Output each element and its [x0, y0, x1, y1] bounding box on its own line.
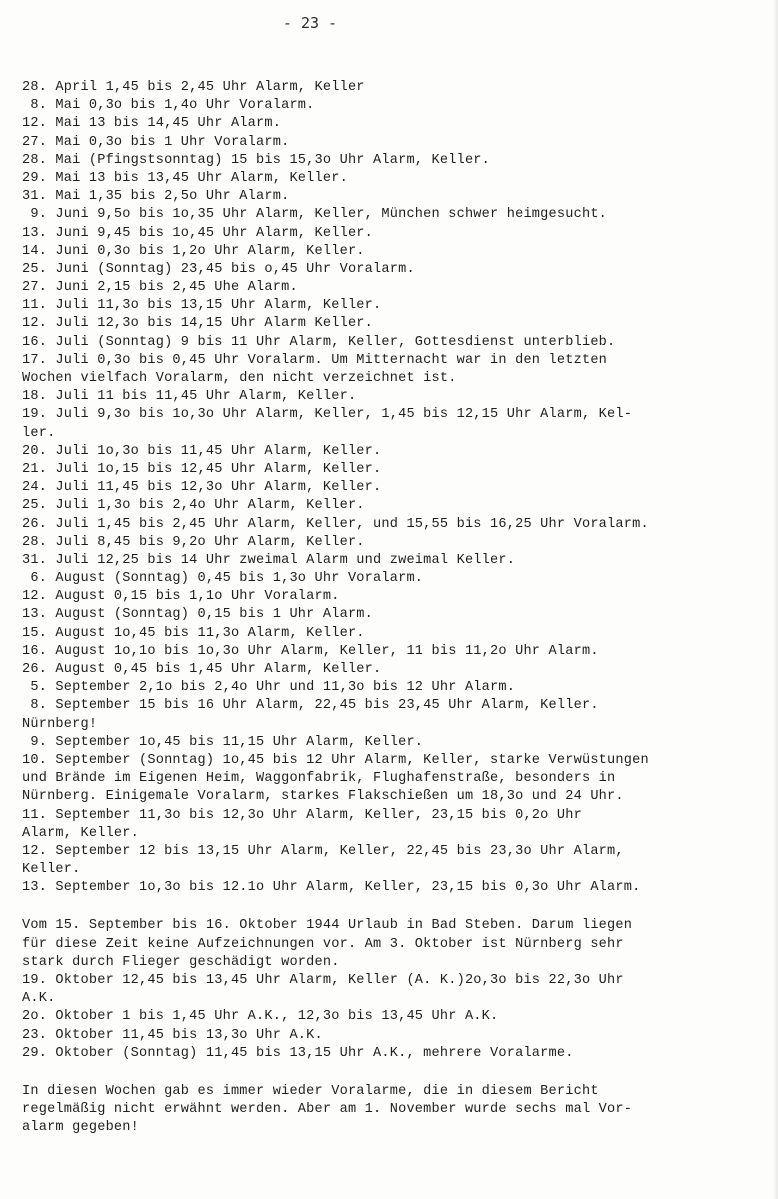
- text-line: 29. Oktober (Sonntag) 11,45 bis 13,15 Uhr A.K., mehrere Voralarme.: [22, 1045, 574, 1061]
- text-line: Vom 15. September bis 16. Oktober 1944 Urlaub in Bad Steben. Darum liegen: [22, 918, 633, 934]
- text-line: In diesen Wochen gab es immer wieder Voralarme, die in diesem Bericht: [22, 1083, 599, 1099]
- text-line: Alarm, Keller.: [22, 825, 140, 841]
- text-line: 25. Juli 1,3o bis 2,4o Uhr Alarm, Keller.: [22, 498, 365, 514]
- text-line: 6. August (Sonntag) 0,45 bis 1,3o Uhr Voralarm.: [22, 571, 424, 587]
- text-line: alarm gegeben!: [22, 1120, 140, 1136]
- text-line: und Brände im Eigenen Heim, Waggonfabrik, Flughafenstraße, besonders in: [22, 771, 616, 787]
- closing-note-section: [22, 1083, 762, 1138]
- text-line: 28. Mai (Pfingstsonntag) 15 bis 15,3o Uhr Alarm, Keller.: [22, 152, 491, 168]
- text-line: 13. September 1o,3o bis 12.1o Uhr Alarm, Keller, 23,15 bis 0,3o Uhr Alarm.: [22, 880, 641, 896]
- text-line: 18. Juli 11 bis 11,45 Uhr Alarm, Keller.: [22, 389, 357, 405]
- text-line: stark durch Flieger geschädigt worden.: [22, 954, 340, 970]
- text-line: 26. Juli 1,45 bis 2,45 Uhr Alarm, Keller, und 15,55 bis 16,25 Uhr Voralarm.: [22, 516, 649, 532]
- text-line: 16. Juli (Sonntag) 9 bis 11 Uhr Alarm, Keller, Gottesdienst unterblieb.: [22, 334, 616, 350]
- text-line: regelmäßig nicht erwähnt werden. Aber am 1. November wurde sechs mal Vor-: [22, 1102, 633, 1118]
- text-line: 17. Juli 0,3o bis 0,45 Uhr Voralarm. Um Mitternacht war in den letzten: [22, 352, 608, 368]
- text-line: 19. Juli 9,3o bis 1o,3o Uhr Alarm, Keller, 1,45 bis 12,15 Uhr Alarm, Kel-: [22, 407, 633, 423]
- text-line: Keller.: [22, 862, 81, 878]
- page-number: - 23 -: [282, 14, 338, 32]
- text-line: 9. Juni 9,5o bis 1o,35 Uhr Alarm, Keller, München schwer heimgesucht.: [22, 207, 608, 223]
- text-line: 12. August 0,15 bis 1,1o Uhr Voralarm.: [22, 589, 340, 605]
- text-line: 23. Oktober 11,45 bis 13,3o Uhr A.K.: [22, 1027, 323, 1043]
- text-line: 12. Juli 12,3o bis 14,15 Uhr Alarm Keller.: [22, 316, 374, 332]
- text-line: 13. August (Sonntag) 0,15 bis 1 Uhr Alarm.: [22, 607, 374, 623]
- text-line: 27. Mai 0,3o bis 1 Uhr Voralarm.: [22, 134, 290, 150]
- paragraph-gap: [22, 897, 762, 917]
- text-line: 16. August 1o,1o bis 1o,3o Uhr Alarm, Keller, 11 bis 11,2o Uhr Alarm.: [22, 643, 599, 659]
- page-edge-shadow: [772, 0, 778, 1199]
- text-line: 20. Juli 1o,3o bis 11,45 Uhr Alarm, Keller.: [22, 443, 382, 459]
- text-line: A.K.: [22, 991, 56, 1007]
- vacation-section: [22, 917, 762, 1063]
- text-line: 11. Juli 11,3o bis 13,15 Uhr Alarm, Keller.: [22, 298, 382, 314]
- text-line: Wochen vielfach Voralarm, den nicht verzeichnet ist.: [22, 371, 457, 386]
- text-line: 8. September 15 bis 16 Uhr Alarm, 22,45 bis 23,45 Uhr Alarm, Keller.: [22, 698, 599, 714]
- text-line: 31. Mai 1,35 bis 2,5o Uhr Alarm.: [22, 189, 290, 205]
- text-line: 12. September 12 bis 13,15 Uhr Alarm, Keller, 22,45 bis 23,3o Uhr Alarm,: [22, 843, 624, 859]
- text-line: 14. Juni 0,3o bis 1,2o Uhr Alarm, Keller.: [22, 243, 365, 259]
- paragraph-gap: [22, 1063, 762, 1083]
- text-line: 24. Juli 11,45 bis 12,3o Uhr Alarm, Keller.: [22, 480, 382, 496]
- text-line: 11. September 11,3o bis 12,3o Uhr Alarm, Keller, 23,15 bis 0,2o Uhr: [22, 807, 582, 823]
- text-line: 10. September (Sonntag) 1o,45 bis 12 Uhr Alarm, Keller, starke Verwüstungen: [22, 752, 649, 768]
- text-line: 19. Oktober 12,45 bis 13,45 Uhr Alarm, Keller (A. K.)2o,3o bis 22,3o Uhr: [22, 973, 624, 988]
- text-line: 9. September 1o,45 bis 11,15 Uhr Alarm, Keller.: [22, 734, 424, 750]
- text-line: ler.: [22, 425, 56, 441]
- text-line: 5. September 2,1o bis 2,4o Uhr und 11,3o bis 12 Uhr Alarm.: [22, 680, 516, 696]
- text-line: 8. Mai 0,3o bis 1,4o Uhr Voralarm.: [22, 98, 315, 114]
- text-line: 28. Juli 8,45 bis 9,2o Uhr Alarm, Keller.: [22, 534, 365, 550]
- text-line: 13. Juni 9,45 bis 1o,45 Uhr Alarm, Keller.: [22, 225, 374, 241]
- text-line: 25. Juni (Sonntag) 23,45 bis o,45 Uhr Voralarm.: [22, 261, 415, 277]
- text-line: Nürnberg. Einigemale Voralarm, starkes Flakschießen um 18,3o und 24 Uhr.: [22, 789, 624, 805]
- alarm-log-section: [22, 79, 762, 897]
- text-line: 28. April 1,45 bis 2,45 Uhr Alarm, Keller: [22, 80, 365, 95]
- text-line: 26. August 0,45 bis 1,45 Uhr Alarm, Keller.: [22, 662, 382, 677]
- text-line: 31. Juli 12,25 bis 14 Uhr zweimal Alarm und zweimal Keller.: [22, 552, 516, 568]
- text-line: 21. Juli 1o,15 bis 12,45 Uhr Alarm, Keller.: [22, 461, 382, 477]
- text-line: 12. Mai 13 bis 14,45 Uhr Alarm.: [22, 116, 282, 132]
- text-line: 29. Mai 13 bis 13,45 Uhr Alarm, Keller.: [22, 170, 348, 186]
- text-line: 2o. Oktober 1 bis 1,45 Uhr A.K., 12,3o bis 13,45 Uhr A.K.: [22, 1009, 499, 1025]
- text-line: für diese Zeit keine Aufzeichnungen vor. Am 3. Oktober ist Nürnberg sehr: [22, 936, 624, 952]
- text-line: Nürnberg!: [22, 716, 98, 732]
- document-body: [22, 79, 762, 1138]
- text-line: 15. August 1o,45 bis 11,3o Alarm, Keller.: [22, 625, 365, 641]
- text-line: 27. Juni 2,15 bis 2,45 Uhe Alarm.: [22, 280, 298, 296]
